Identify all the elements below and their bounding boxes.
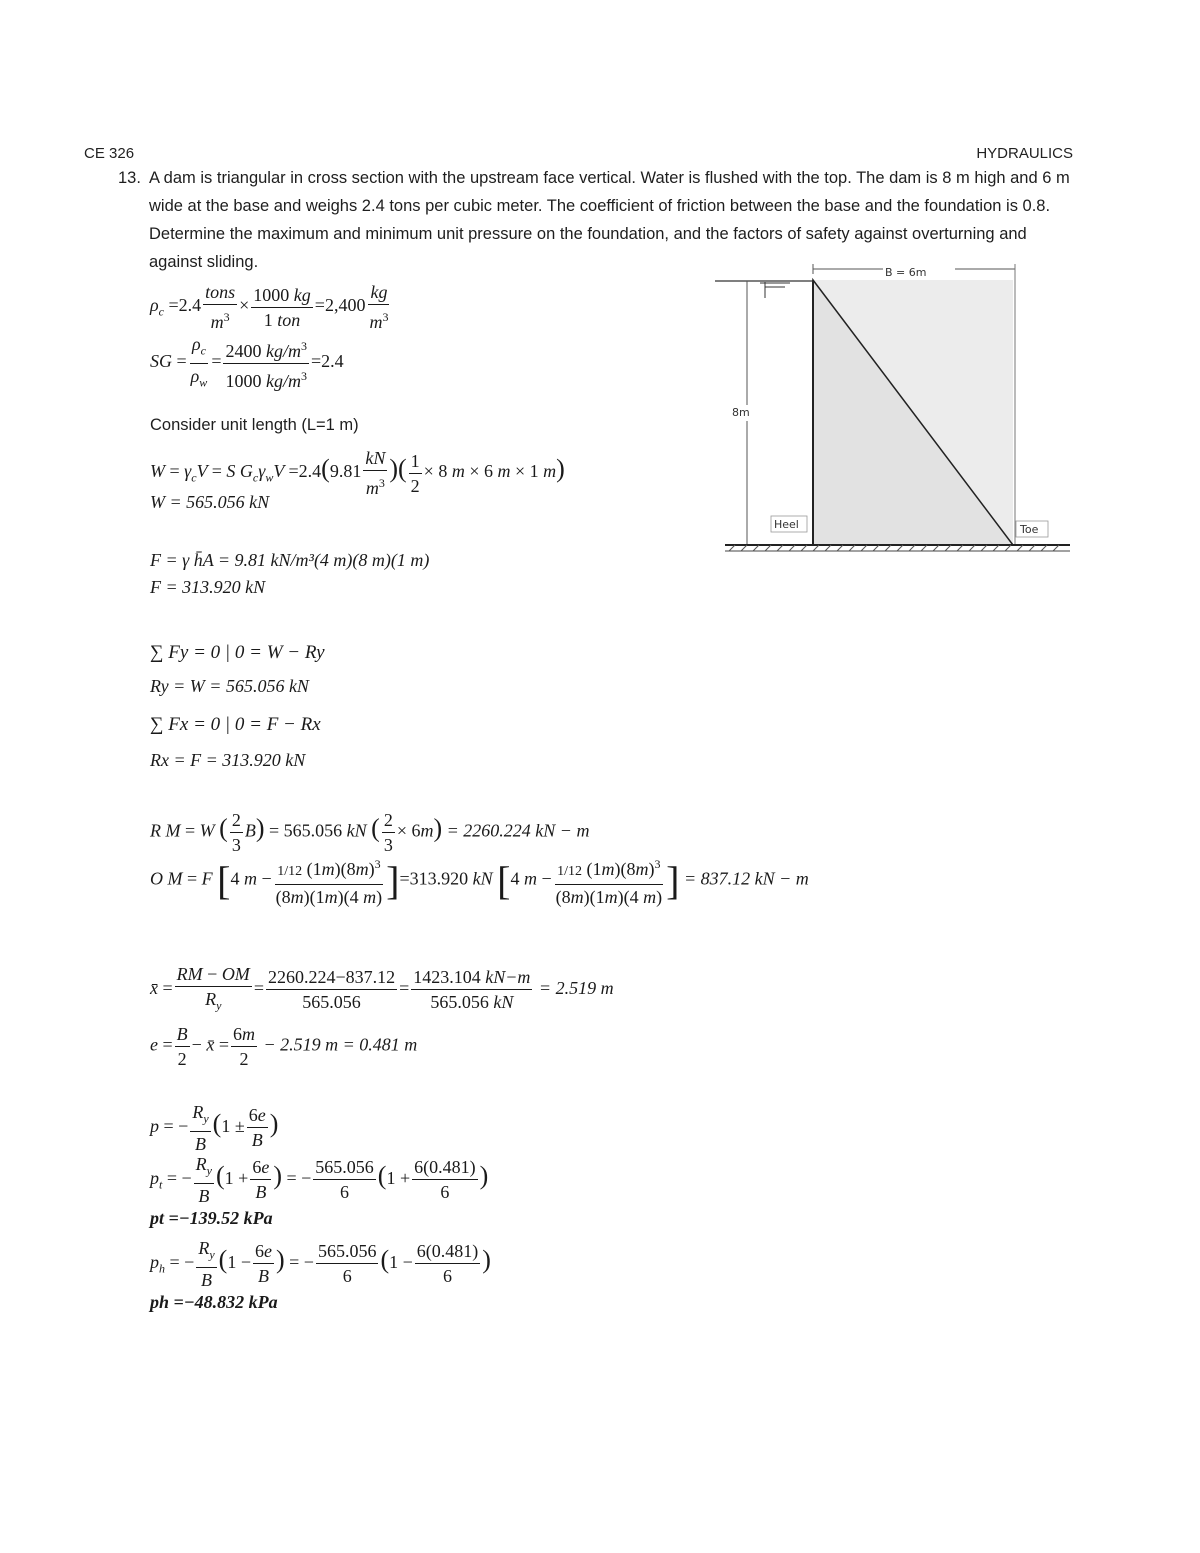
- eq-overturning-moment: O M = F [4 m − $\frac{1/12 (1m)(8m)^3}{(8m)(1m)(4 m)}$ ]=313.920 kN [4 m − $\frac{1/12 (1m)(8m)^3}{(8m)(1m)(4 m)}$ ] = 837.12 kN − m: [150, 852, 809, 909]
- height-label: 8m: [732, 406, 750, 419]
- rm-result: = 2260.224 kN − m: [446, 820, 590, 841]
- eq-x-bar: x̄ = $\frac{RM - OM}{R_y}$ = $\frac{2260.224-837.12}{565.056}$ = $\frac{1423.104 kN-m}{565.056 kN}$ = 2.519 m: [150, 964, 614, 1013]
- toe-label: Toe: [1020, 523, 1039, 536]
- weight-result: W = 565.056 kN: [150, 492, 270, 512]
- eq-weight: $W = \gamma_cV = S$ $G_c\gamma_wV =2.4(9.81$ $\frac{kN}{m^3}$ )( $\frac{1}{2}$ × 8 m × 6 m × 1 m): [150, 448, 565, 498]
- eq-pressure-heel: $p_h$ = − $\frac{R_y}{B}$ (1 − $\frac{6e}{B}$ ) = − $\frac{565.056}{6}$ (1 − $\frac{6(0.481)}{6}$ ): [150, 1238, 491, 1290]
- eq-eccentricity: e = $\frac{B}{2}$ − x̄ = $\frac{6m}{2}$ − 2.519 m = 0.481 m: [150, 1024, 418, 1069]
- eq-rho-c: $\rho_c =2.4$ $\frac{\text{tons}}{m^3}$ × $\frac{1000 kg}{\text{1 ton}}$ =2,400 $\frac{kg}{m^3}$: [150, 282, 389, 332]
- eq-specific-gravity: SG = $\frac{\rho_c}{\rho_w}$ = $\frac{2400 kg/m^3}{1000 kg/m^3}$ =2.4: [150, 334, 344, 391]
- eq-righting-moment: R M = W ( $\frac{2}{3}$ B) = 565.056 kN ( $\frac{2}{3}$ × 6m) = 2260.224 kN − m: [150, 810, 590, 855]
- heel-pressure-result: ph =−48.832 kPa: [150, 1292, 278, 1312]
- x-bar-result: = 2.519 m: [538, 977, 614, 998]
- eq-pressure-toe: $p_t$ = − $\frac{R_y}{B}$ (1 + $\frac{6e}{B}$ ) = − $\frac{565.056}{6}$ (1 + $\frac{6(0.481)}{6}$ ): [150, 1154, 489, 1206]
- heel-label: Heel: [774, 518, 799, 531]
- problem-number: 13.: [118, 169, 141, 187]
- eccentricity-result: − 2.519 m = 0.481 m: [263, 1034, 418, 1055]
- force-result: F = 313.920 kN: [150, 577, 266, 597]
- om-result: = 837.12 kN − m: [683, 868, 809, 889]
- problem-text: A dam is triangular in cross section with the upstream face vertical. Water is flushed with the top. The dam is 8 m high and 6 m wide at the base and weighs 2.4 tons per cubic meter. The coefficient of friction between the base and the foundation is 0.8. Determine the maximum and minimum unit pressure on the foundation, and the factors of safety against overturning and against sliding.: [149, 169, 1070, 271]
- eq-sum-fy: ∑ Fy = 0 | 0 = W − Ry: [150, 642, 325, 663]
- ry-result: Ry = W = 565.056 kN: [150, 676, 309, 696]
- rx-result: Rx = F = 313.920 kN: [150, 750, 306, 770]
- eq-hydrostatic-force: F = γ h̄A = 9.81 kN/m³(4 m)(8 m)(1 m): [150, 550, 430, 570]
- toe-pressure-result: pt =−139.52 kPa: [150, 1208, 273, 1228]
- dam-diagram: [715, 262, 1080, 562]
- subject-title: HYDRAULICS: [976, 145, 1073, 162]
- eq-pressure-general: p = − $\frac{R_y}{B}$ (1 ± $\frac{6e}{B}$ ): [150, 1102, 279, 1154]
- unit-length-note: Consider unit length (L=1 m): [150, 416, 359, 434]
- course-code: CE 326: [84, 145, 135, 162]
- base-width-label: B = 6m: [885, 266, 927, 279]
- eq-sum-fx: ∑ Fx = 0 | 0 = F − Rx: [150, 714, 321, 735]
